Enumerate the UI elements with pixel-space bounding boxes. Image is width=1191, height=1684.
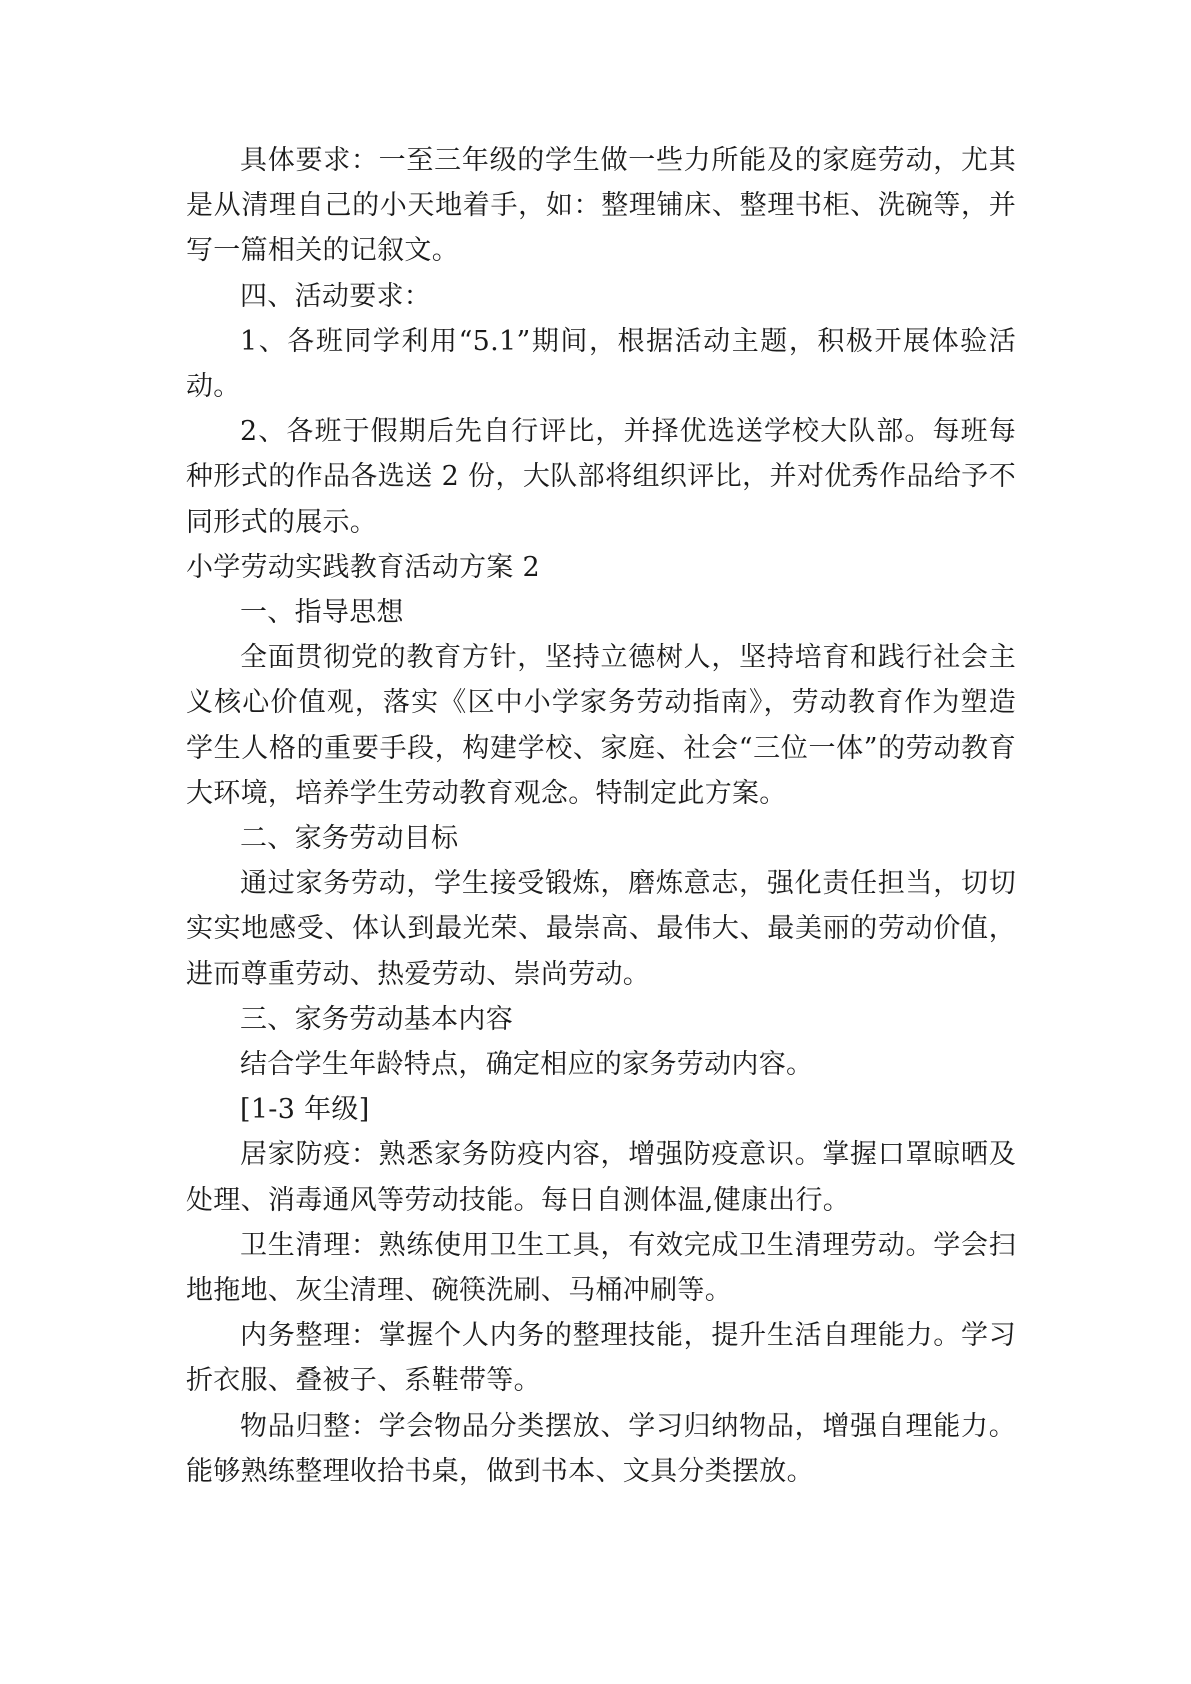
paragraph-requirement-1: 1、各班同学利用“5.1”期间，根据活动主题，积极开展体验活动。 xyxy=(186,325,1016,403)
section-title-plan-2: 小学劳动实践教育活动方案 2 xyxy=(186,551,540,583)
paragraph-guiding-ideology: 全面贯彻党的教育方针，坚持立德树人，坚持培育和践行社会主义核心价值观，落实《区中小学家务劳动指南》，劳动教育作为塑造学生人格的重要手段，构建学校、家庭、社会“三位一体”的劳动教育大环境，培养学生劳动教育观念。特制定此方案。 xyxy=(186,642,1016,809)
paragraph-requirement-2: 2、各班于假期后先自行评比，并择优选送学校大队部。每班每种形式的作品各选送 2 份，大队部将组织评比，并对优秀作品给予不同形式的展示。 xyxy=(186,416,1016,538)
paragraph-housekeeping: 内务整理：掌握个人内务的整理技能，提升生活自理能力。学习折衣服、叠被子、系鞋带等。 xyxy=(186,1320,1016,1397)
heading-basic-content: 三、家务劳动基本内容 xyxy=(240,1003,513,1035)
paragraph-item-organizing: 物品归整：学会物品分类摆放、学习归纳物品，增强自理能力。能够熟练整理收拾书桌，做到书本、文具分类摆放。 xyxy=(186,1410,1016,1487)
paragraph-housework-goals: 通过家务劳动，学生接受锻炼，磨炼意志，强化责任担当，切切实实地感受、体认到最光荣、最崇高、最伟大、最美丽的劳动价值，进而尊重劳动、热爱劳动、崇尚劳动。 xyxy=(186,868,1016,990)
paragraph-requirements-detail: 具体要求：一至三年级的学生做一些力所能及的家庭劳动，尤其是从清理自己的小天地着手，如：整理铺床、整理书柜、洗碗等，并写一篇相关的记叙文。 xyxy=(186,145,1016,267)
heading-guiding-ideology: 一、指导思想 xyxy=(240,597,404,629)
paragraph-basic-content: 结合学生年龄特点，确定相应的家务劳动内容。 xyxy=(240,1049,814,1081)
heading-activity-requirements: 四、活动要求： xyxy=(240,280,432,312)
grade-label: [1-3 年级] xyxy=(240,1094,370,1126)
paragraph-home-epidemic: 居家防疫：熟悉家务防疫内容，增强防疫意识。掌握口罩晾晒及处理、消毒通风等劳动技能。每日自测体温,健康出行。 xyxy=(186,1139,1016,1216)
paragraph-hygiene-cleaning: 卫生清理：熟练使用卫生工具，有效完成卫生清理劳动。学会扫地拖地、灰尘清理、碗筷洗刷、马桶冲刷等。 xyxy=(186,1229,1016,1307)
heading-housework-goals: 二、家务劳动目标 xyxy=(240,823,459,855)
document-page xyxy=(186,138,1016,1494)
